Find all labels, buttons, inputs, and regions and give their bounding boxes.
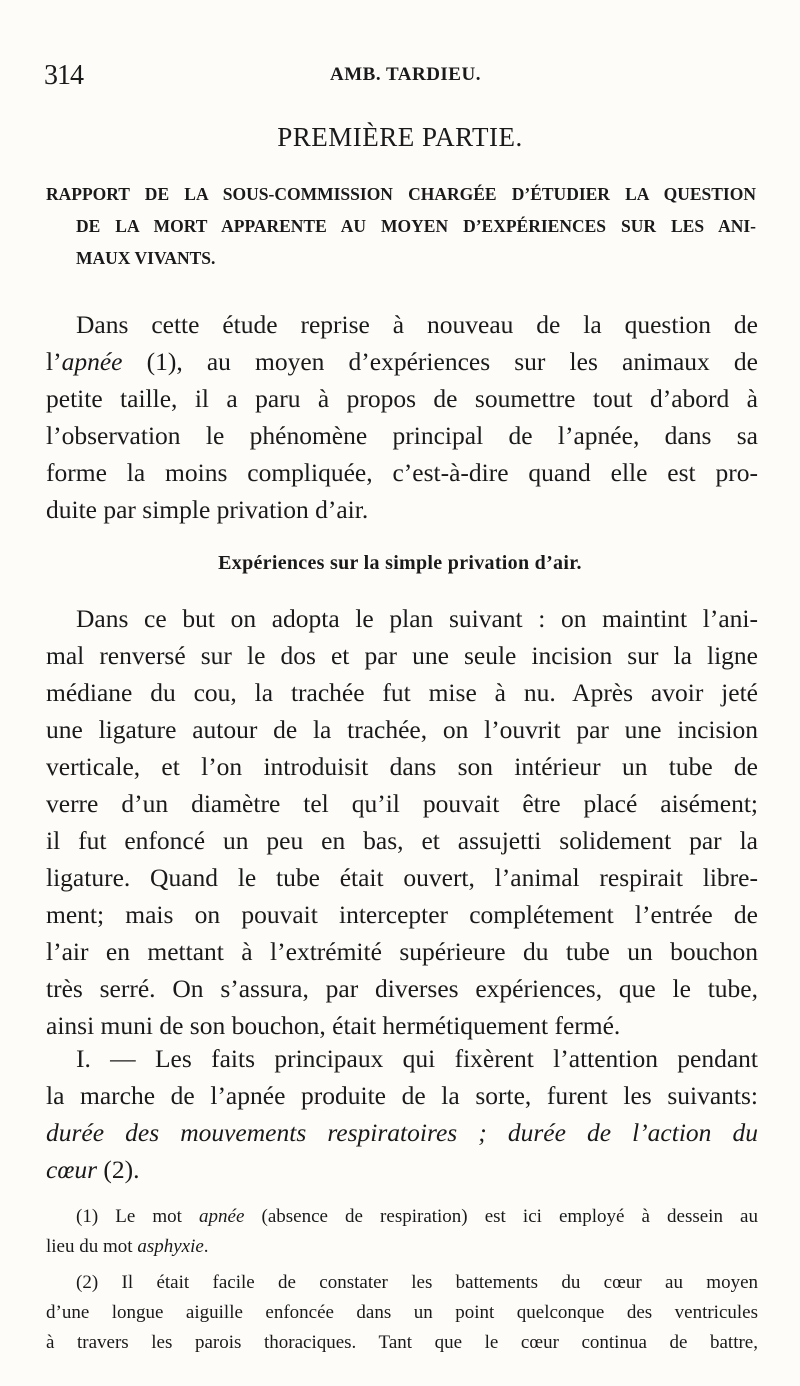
term-apnee: apnée	[199, 1206, 245, 1227]
section-heading-line: DE LA MORT APPARENTE AU MOYEN D’EXPÉRIENCES SUR LES ANI-	[76, 216, 756, 236]
paragraph-line: verre d’un diamètre tel qu’il pouvait être placé aisément;	[46, 789, 758, 818]
section-heading	[46, 178, 756, 274]
paragraph-line: une ligature autour de la trachée, on l’ouvrit par une incision	[46, 715, 758, 744]
footnote-2-cont: à travers les parois thoraciques. Tant que le cœur continua de battre,	[46, 1332, 758, 1353]
section-heading-line: MAUX VIVANTS.	[76, 248, 216, 268]
italic-text: cœur	[46, 1155, 97, 1184]
footnote-text: (absence de respiration) est ici employé à dessein au	[244, 1206, 758, 1227]
subheading: Expériences sur la simple privation d’air.	[218, 552, 582, 574]
running-head: AMB. TARDIEU.	[330, 64, 481, 85]
paragraph-line: très serré. On s’assura, par diverses expériences, que le tube,	[46, 974, 758, 1003]
paragraph-line: médiane du cou, la trachée fut mise à nu. Après avoir jeté	[46, 678, 758, 707]
paragraph-text: au moyen d’expériences sur les animaux de	[206, 347, 758, 376]
paragraph-line: I. — Les faits principaux qui fixèrent l’attention pendant	[76, 1044, 758, 1073]
footnote-1-cont	[46, 1232, 758, 1262]
paragraph-line: forme la moins compliquée, c’est-à-dire quand elle est pro-	[46, 458, 758, 487]
paragraph-line: il fut enfoncé un peu en bas, et assujetti solidement par la	[46, 826, 758, 855]
footnote-1	[46, 1202, 758, 1232]
italic-text: durée des mouvements respiratoires ; durée de l’action du	[46, 1118, 758, 1147]
term-asphyxie: asphyxie	[137, 1236, 204, 1257]
paragraph-line: mal renversé sur le dos et par une seule incision sur la ligne	[46, 641, 758, 670]
page-header	[44, 60, 756, 92]
paragraph-method	[46, 600, 758, 1044]
footnote-ref[interactable]: (2).	[97, 1155, 140, 1184]
paragraph-intro	[46, 306, 758, 528]
footnote-ref[interactable]: (1),	[122, 347, 207, 376]
footnote-2: (2) Il était facile de constater les battements du cœur au moyen	[76, 1272, 758, 1293]
footnotes	[46, 1202, 758, 1358]
paragraph-line: petite taille, il a paru à propos de soumettre tout d’abord à	[46, 384, 758, 413]
paragraph-line: ligature. Quand le tube était ouvert, l’animal respirait libre-	[46, 863, 758, 892]
part-title: PREMIÈRE PARTIE.	[277, 122, 523, 152]
paragraph-line: la marche de l’apnée produite de la sorte, furent les suivants:	[46, 1081, 758, 1110]
paragraph-line: l’observation le phénomène principal de l’apnée, dans sa	[46, 421, 758, 450]
footnote-text: (1) Le mot	[76, 1206, 200, 1227]
paragraph-line	[46, 1151, 758, 1188]
page-number: 314	[44, 60, 83, 91]
section-heading-line: RAPPORT DE LA SOUS-COMMISSION CHARGÉE D’ÉTUDIER LA QUESTION	[46, 184, 756, 204]
paragraph-text: l’	[46, 347, 62, 376]
paragraph-line: verticale, et l’on introduisit dans son intérieur un tube de	[46, 752, 758, 781]
paragraph-line: ment; mais on pouvait intercepter complétement l’entrée de	[46, 900, 758, 929]
paragraph-line: l’air en mettant à l’extrémité supérieure du tube un bouchon	[46, 937, 758, 966]
term-apnee: apnée	[61, 347, 123, 376]
footnote-text: lieu du mot	[46, 1236, 138, 1257]
paragraph-line: duite par simple privation d’air.	[46, 495, 369, 524]
paragraph-line: ainsi muni de son bouchon, était hermétiquement fermé.	[46, 1011, 621, 1040]
paragraph-observations	[46, 1040, 758, 1188]
paragraph-line-italic	[46, 1114, 758, 1151]
paragraph-line: Dans cette étude reprise à nouveau de la question de	[76, 310, 758, 339]
footnote-2-cont: d’une longue aiguille enfoncée dans un point quelconque des ventricules	[46, 1302, 758, 1323]
paragraph-line-with-term	[46, 343, 758, 380]
footnote-text: .	[203, 1236, 209, 1257]
paragraph-line: Dans ce but on adopta le plan suivant : on maintint l’ani-	[76, 604, 758, 633]
